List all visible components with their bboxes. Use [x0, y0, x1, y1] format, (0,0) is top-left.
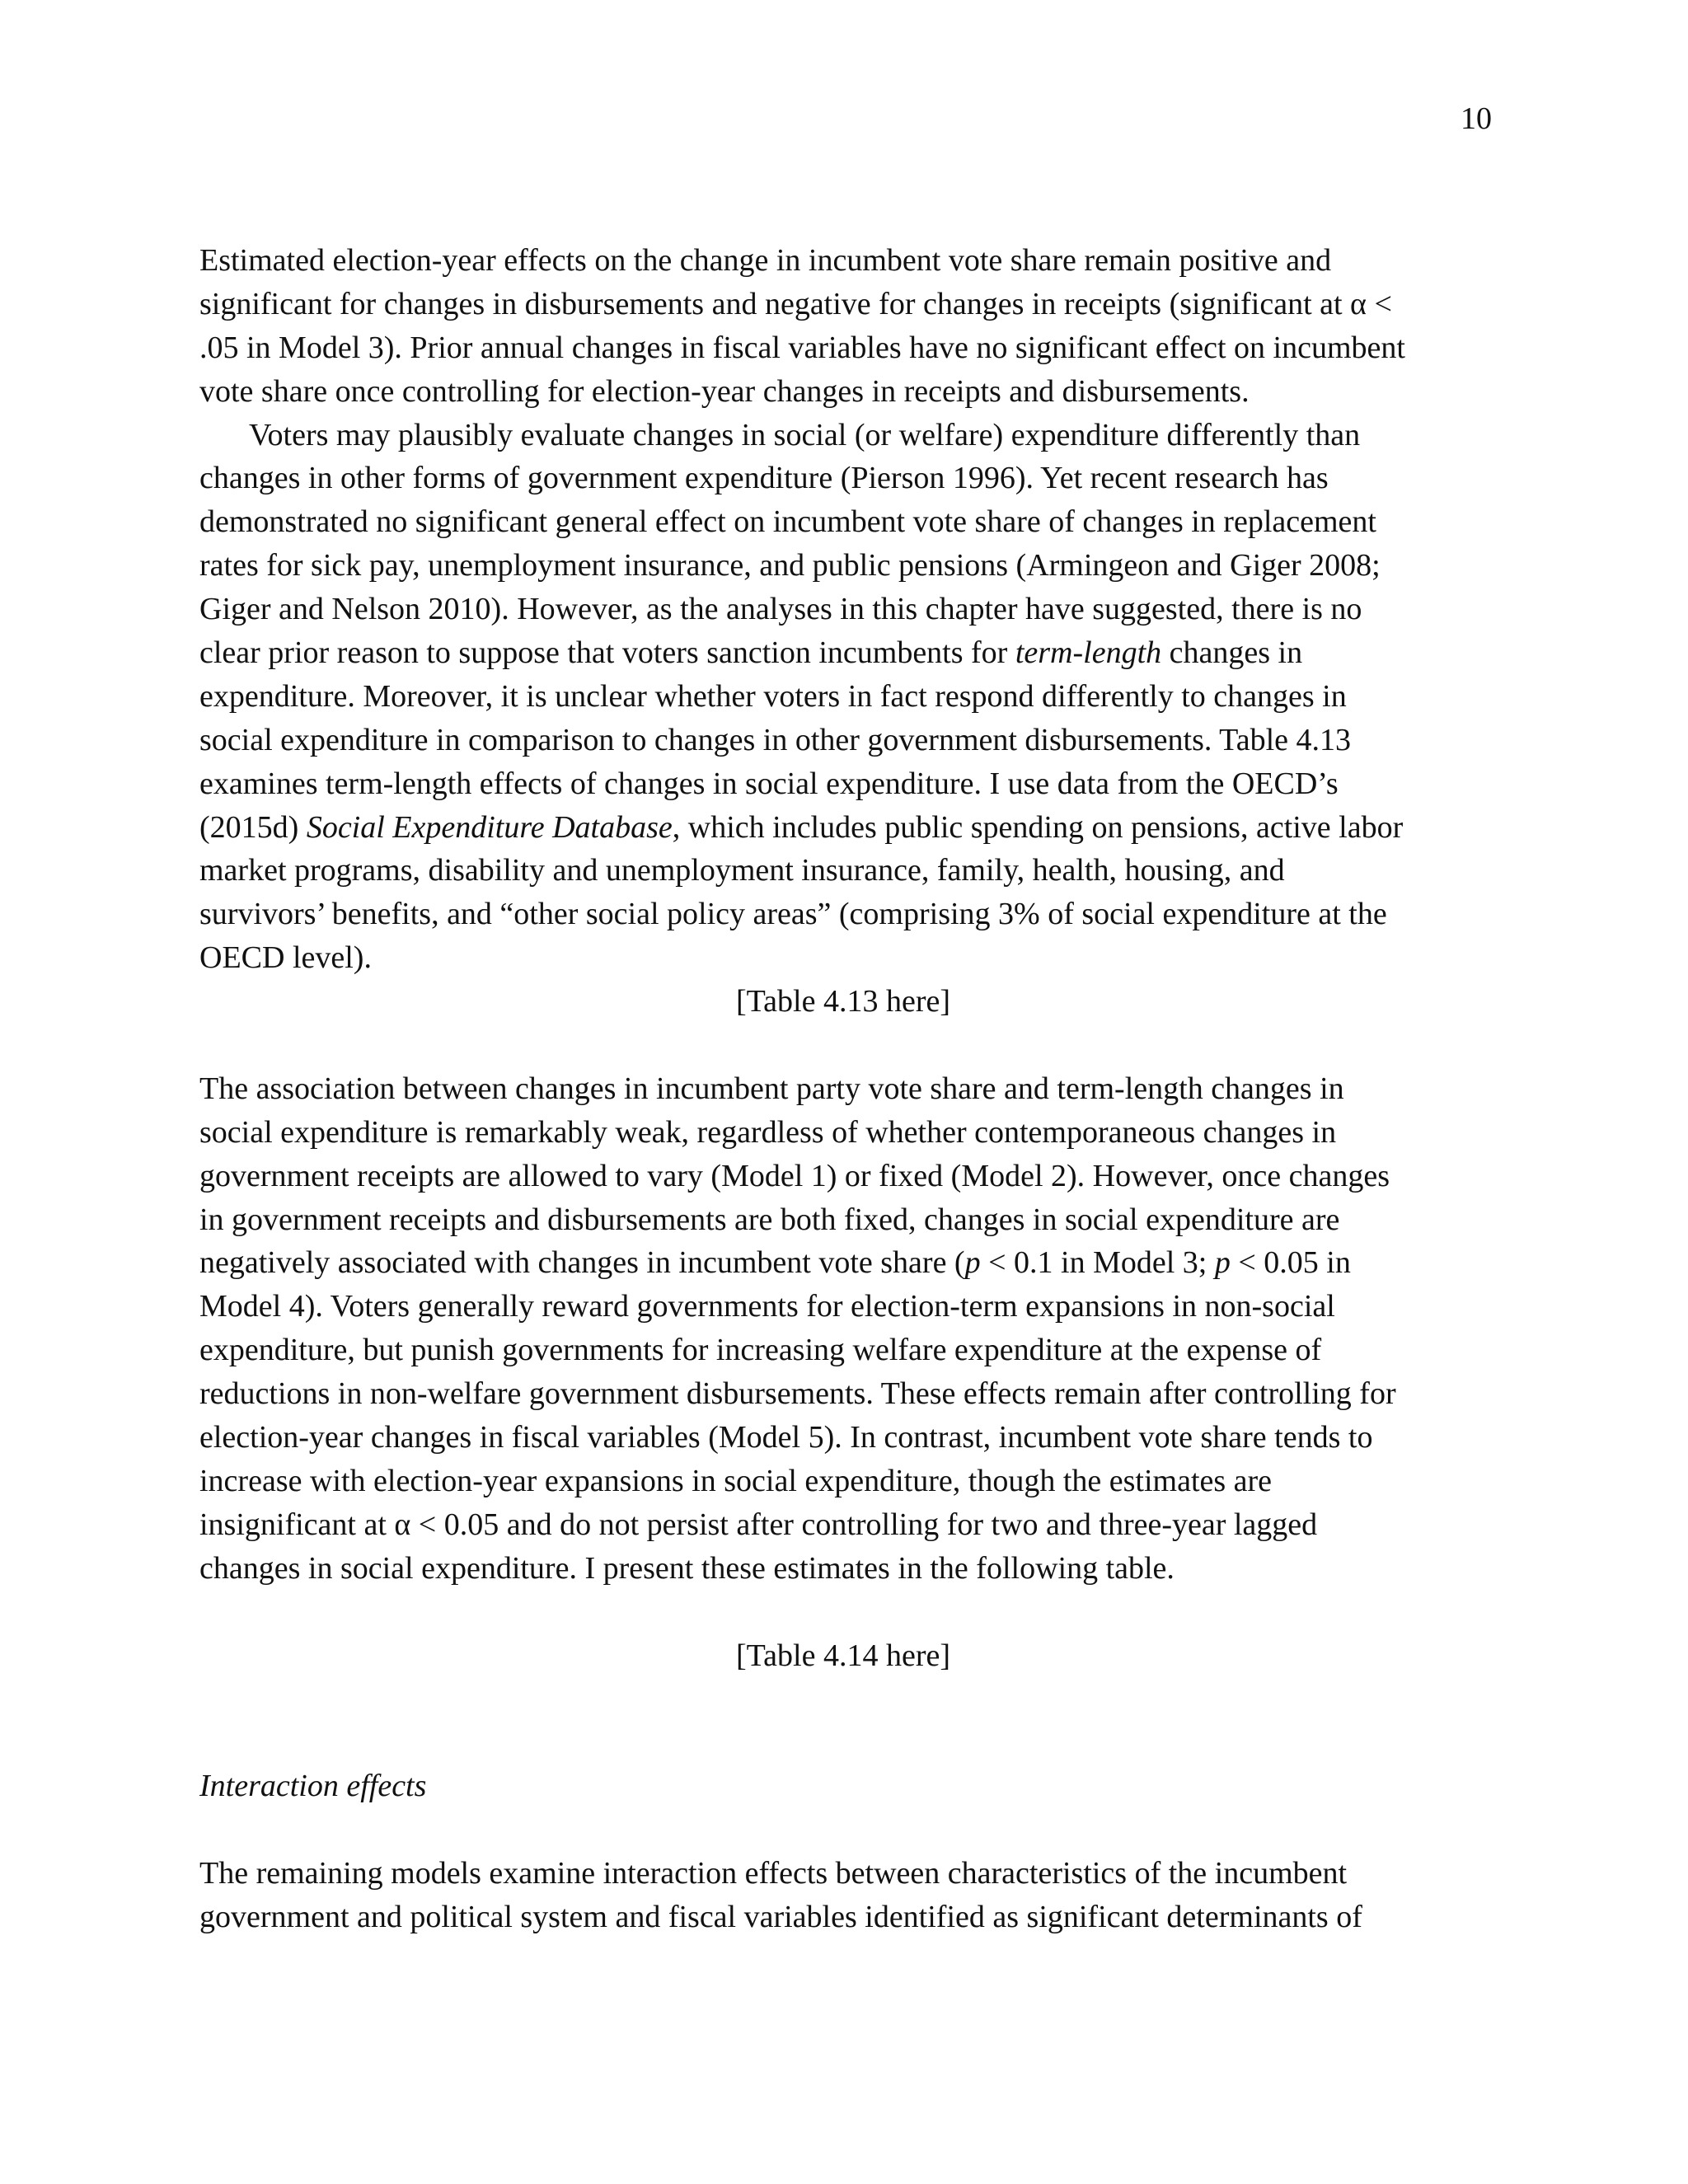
- text-line: Voters may plausibly evaluate changes in social (or welfare) expenditure differently than: [249, 417, 1361, 452]
- spacer: [199, 1808, 1487, 1852]
- italic-p: p: [1214, 1245, 1231, 1281]
- text-line: Estimated election-year effects on the change in incumbent vote share remain positive and: [199, 243, 1332, 278]
- spacer: [199, 1677, 1487, 1765]
- table-placeholder-4-13: [Table 4.13 here]: [735, 984, 951, 1019]
- text-line: examines term-length effects of changes in social expenditure. I use data from the OECD’s: [199, 766, 1339, 801]
- text-line: market programs, disability and unemployment insurance, family, health, housing, and: [199, 853, 1285, 888]
- page-number: 10: [1461, 101, 1492, 136]
- italic-term: term-length: [1015, 635, 1162, 671]
- text-line: significant for changes in disbursements and negative for changes in receipts (significant at α <: [199, 286, 1392, 321]
- text-line: [199, 1241, 1487, 1285]
- text-run: negatively associated with changes in incumbent vote share (: [199, 1245, 965, 1281]
- paragraph-election-year-effects: [199, 239, 1487, 414]
- text-line: reductions in non-welfare government disbursements. These effects remain after controlling for: [199, 1376, 1396, 1412]
- text-line: expenditure. Moreover, it is unclear whether voters in fact respond differently to changes in: [199, 678, 1347, 714]
- text-line: increase with election-year expansions in social expenditure, though the estimates are: [199, 1463, 1273, 1498]
- text-line: The remaining models examine interaction effects between characteristics of the incumbent: [199, 1855, 1348, 1891]
- text-run: < 0.05 in: [1230, 1245, 1351, 1281]
- spacer: [199, 1591, 1487, 1634]
- paragraph-social-expenditure: [199, 414, 1487, 981]
- italic-title: Social Expenditure Database: [306, 809, 673, 845]
- text-line: demonstrated no significant general effect on incumbent vote share of changes in replacement: [199, 504, 1376, 540]
- section-heading: Interaction effects: [199, 1769, 427, 1804]
- document-body: [199, 239, 1487, 1939]
- text-line: [199, 806, 1487, 850]
- text-line: The association between changes in incumbent party vote share and term-length changes in: [199, 1071, 1344, 1106]
- text-line: vote share once controlling for election-year changes in receipts and disbursements.: [199, 373, 1250, 409]
- text-run: clear prior reason to suppose that voters sanction incumbents for: [199, 635, 1015, 671]
- text-run: , which includes public spending on pensions, active labor: [672, 809, 1404, 845]
- text-line: rates for sick pay, unemployment insurance, and public pensions (Armingeon and Giger 2008;: [199, 548, 1381, 583]
- text-line: expenditure, but punish governments for increasing welfare expenditure at the expense of: [199, 1333, 1322, 1368]
- text-run: changes in: [1161, 635, 1303, 671]
- text-line: election-year changes in fiscal variables (Model 5). In contrast, incumbent vote share tends to: [199, 1420, 1373, 1455]
- spacer: [199, 1024, 1487, 1067]
- paragraph-interaction-effects: [199, 1852, 1487, 1939]
- text-line: changes in social expenditure. I present these estimates in the following table.: [199, 1550, 1175, 1586]
- text-line: government receipts are allowed to vary (Model 1) or fixed (Model 2). However, once changes: [199, 1158, 1390, 1193]
- text-line: OECD level).: [199, 940, 372, 976]
- italic-p: p: [964, 1245, 981, 1281]
- table-placeholder-4-14: [Table 4.14 here]: [735, 1638, 951, 1673]
- text-line: Model 4). Voters generally reward governments for election-term expansions in non-social: [199, 1289, 1335, 1324]
- text-line: insignificant at α < 0.05 and do not persist after controlling for two and three-year lagged: [199, 1507, 1318, 1542]
- text-run: (2015d): [199, 809, 307, 845]
- text-line: social expenditure is remarkably weak, regardless of whether contemporaneous changes in: [199, 1114, 1337, 1150]
- text-line: social expenditure in comparison to changes in other government disbursements. Table 4.13: [199, 722, 1352, 757]
- text-line: Giger and Nelson 2010). However, as the analyses in this chapter have suggested, there is no: [199, 592, 1362, 627]
- text-line: survivors’ benefits, and “other social policy areas” (comprising 3% of social expenditure at the: [199, 897, 1387, 932]
- text-line: government and political system and fiscal variables identified as significant determinants of: [199, 1899, 1362, 1934]
- text-line: in government receipts and disbursements are both fixed, changes in social expenditure are: [199, 1202, 1340, 1237]
- text-line: [199, 631, 1487, 675]
- paragraph-association-results: [199, 1067, 1487, 1591]
- text-run: < 0.1 in Model 3;: [980, 1245, 1215, 1281]
- text-line: .05 in Model 3). Prior annual changes in fiscal variables have no significant effect on incumbent: [199, 330, 1405, 365]
- text-line: changes in other forms of government expenditure (Pierson 1996). Yet recent research has: [199, 461, 1329, 496]
